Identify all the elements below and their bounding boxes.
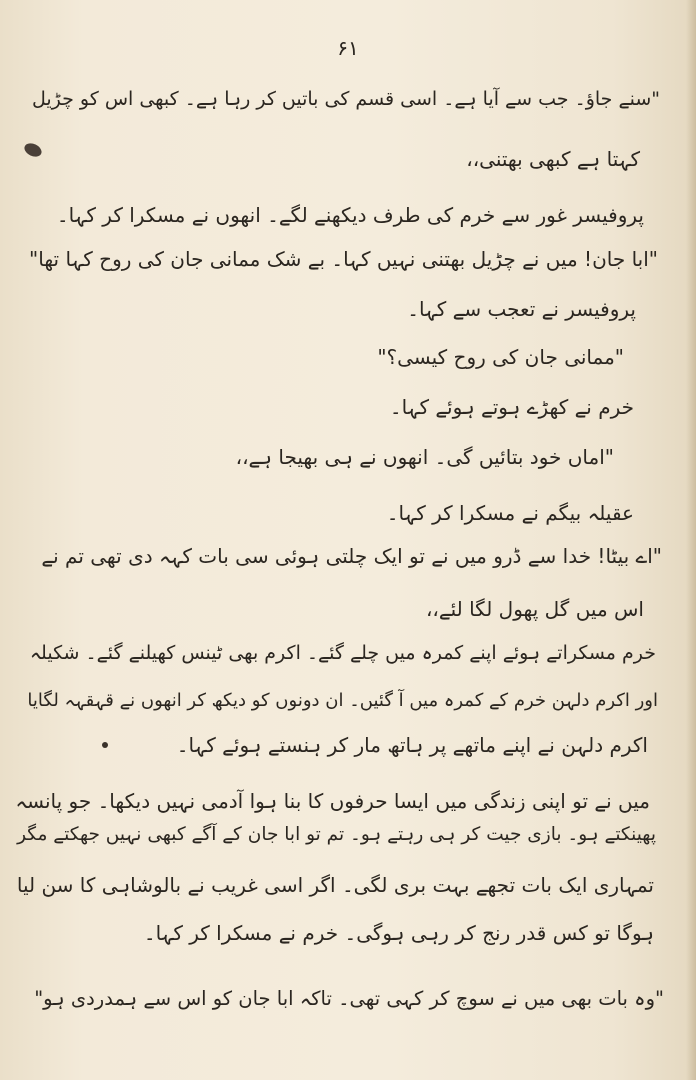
text-line: تمہاری ایک بات تجھے بہت بری لگی۔ اگر اسی غریب نے بالوشاہی کا سن لیا xyxy=(16,873,654,897)
text-line: اس میں گل پھول لگا لئے،، xyxy=(425,597,644,621)
page-number: ۶۱ xyxy=(337,36,359,60)
text-line: خرم مسکراتے ہوئے اپنے کمرہ میں چلے گئے۔ اکرم بھی ٹینس کھیلنے گئے۔ شکیلہ xyxy=(29,642,656,664)
text-line: "اماں خود بتائیں گی۔ انھوں نے ہی بھیجا ہے،، xyxy=(235,445,614,469)
text-line: عقیلہ بیگم نے مسکرا کر کہا۔ xyxy=(386,501,634,525)
text-line: کہتا ہے کبھی بھتنی،، xyxy=(466,147,640,171)
text-line: خرم نے کھڑے ہوتے ہوئے کہا۔ xyxy=(389,395,634,419)
text-line: "اے بیٹا! خدا سے ڈرو میں نے تو ایک چلتی ہوئی سی بات کہہ دی تھی تم نے xyxy=(41,544,662,568)
text-line: "سنے جاؤ۔ جب سے آیا ہے۔ اسی قسم کی باتیں کر رہا ہے۔ کبھی اس کو چڑیل xyxy=(31,88,660,110)
text-line: "ابا جان! میں نے چڑیل بھتنی نہیں کہا۔ بے شک ممانی جان کی روح کہا تھا" xyxy=(29,247,658,271)
text-line: میں نے تو اپنی زندگی میں ایسا حرفوں کا بنا ہوا آدمی نہیں دیکھا۔ جو پانسہ xyxy=(15,789,650,813)
text-line: "وہ بات بھی میں نے سوچ کر کہی تھی۔ تاکہ ابا جان کو اس سے ہمدردی ہو" xyxy=(34,987,664,1010)
text-line: پروفیسر غور سے خرم کی طرف دیکھنے لگے۔ انھوں نے مسکرا کر کہا۔ xyxy=(56,203,644,227)
text-line: پروفیسر نے تعجب سے کہا۔ xyxy=(407,297,636,321)
text-line: اکرم دلہن نے اپنے ماتھے پر ہاتھ مار کر ہنستے ہوئے کہا۔ xyxy=(176,733,648,757)
text-line: "ممانی جان کی روح کیسی؟" xyxy=(377,345,624,369)
text-line: ہوگا تو کس قدر رنج کر رہی ہوگی۔ خرم نے مسکرا کر کہا۔ xyxy=(143,921,654,945)
text-line: اور اکرم دلہن خرم کے کمرہ میں آ گئیں۔ ان دونوں کو دیکھ کر انھوں نے قہقہہ لگایا xyxy=(27,690,658,711)
text-line: پھینکتے ہو۔ بازی جیت کر ہی رہتے ہو۔ تم تو ابا جان کے آگے کبھی نہیں جھکتے مگر xyxy=(17,824,656,845)
